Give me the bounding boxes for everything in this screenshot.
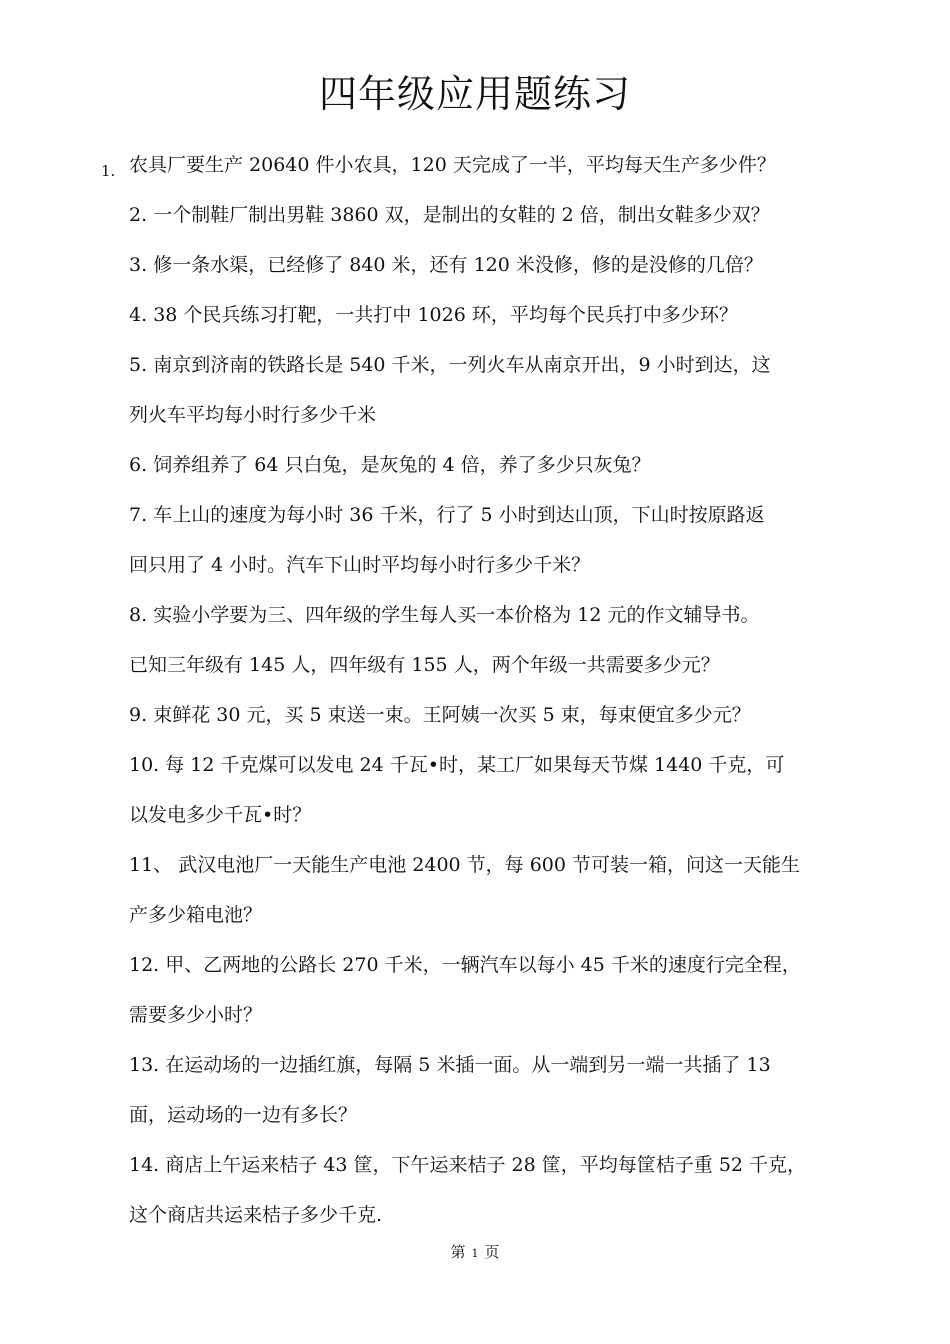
problem-10-line-2	[129, 790, 854, 840]
problem-6-line-1	[129, 440, 854, 490]
problem-text: 每 12 千克煤可以发电 24 千瓦•时，某工厂如果每天节煤 1440 千克，可	[165, 754, 785, 776]
problem-text: 38 个民兵练习打靶，一共打中 1026 环，平均每个民兵打中多少环？	[153, 304, 738, 326]
problem-text: 农具厂要生产 20640 件小农具，120 天完成了一半，平均每天生产多少件？	[129, 154, 776, 176]
page-number: 1	[471, 1247, 479, 1260]
problem-14-line-2	[129, 1190, 854, 1240]
problem-number: 9.	[129, 704, 148, 726]
problem-7-line-1	[129, 490, 854, 540]
problem-text: 车上山的速度为每小时 36 千米，行了 5 小时到达山顶，下山时按原路返	[153, 504, 765, 526]
problem-text: 修一条水渠，已经修了 840 米，还有 120 米没修，修的是没修的几倍？	[153, 254, 763, 276]
footer-prefix: 第	[450, 1243, 466, 1261]
problem-11-line-1	[129, 840, 854, 890]
problem-5-line-1	[129, 340, 854, 390]
problem-number: 2.	[129, 204, 148, 226]
problem-text: 实验小学要为三、四年级的学生每人买一本价格为 12 元的作文辅导书。	[153, 604, 760, 626]
problem-number: 3.	[129, 254, 148, 276]
page-footer	[0, 1240, 950, 1266]
problem-text: 在运动场的一边插红旗，每隔 5 米插一面。从一端到另一端一共插了 13	[165, 1054, 771, 1076]
problem-text: 一个制鞋厂制出男鞋 3860 双，是制出的女鞋的 2 倍，制出女鞋多少双？	[153, 204, 770, 226]
problem-text: 武汉电池厂一天能生产电池 2400 节，每 600 节可装一箱，问这一天能生	[178, 854, 801, 876]
problem-number: 14.	[129, 1154, 160, 1176]
problem-list	[101, 140, 854, 1240]
problem-number: 10.	[129, 754, 160, 776]
problem-12-line-2	[129, 990, 854, 1040]
problem-number: 8.	[129, 604, 148, 626]
problem-text: 这个商店共运来桔子多少千克.	[129, 1204, 383, 1226]
problem-text: 商店上午运来桔子 43 筐，下午运来桔子 28 筐，平均每筐桔子重 52 千克，	[165, 1154, 807, 1176]
problem-number: 4.	[129, 304, 148, 326]
problem-text: 已知三年级有 145 人，四年级有 155 人，两个年级一共需要多少元？	[129, 654, 720, 676]
problem-11-line-2	[129, 890, 854, 940]
problem-number: 1.	[101, 162, 116, 180]
problem-8-line-2	[129, 640, 854, 690]
problem-number: 13.	[129, 1054, 160, 1076]
problem-7-line-2	[129, 540, 854, 590]
problem-number: 12.	[129, 954, 160, 976]
problem-text: 面，运动场的一边有多长？	[129, 1104, 358, 1126]
problem-1-line-1	[101, 140, 854, 190]
problem-text: 饲养组养了 64 只白兔，是灰兔的 4 倍，养了多少只灰兔？	[153, 454, 651, 476]
problem-text: 产多少箱电池？	[129, 904, 263, 926]
problem-4-line-1	[129, 290, 854, 340]
problem-number: 6.	[129, 454, 148, 476]
problem-13-line-1	[129, 1040, 854, 1090]
page-title: 四年级应用题练习	[318, 72, 631, 116]
footer-suffix: 页	[484, 1243, 500, 1261]
problem-number: 11、	[129, 854, 173, 876]
problem-14-line-1	[129, 1140, 854, 1190]
problem-text: 南京到济南的铁路长是 540 千米，一列火车从南京开出，9 小时到达，这	[153, 354, 771, 376]
problem-8-line-1	[129, 590, 854, 640]
problem-text: 束鲜花 30 元，买 5 束送一束。王阿姨一次买 5 束，每束便宜多少元？	[153, 704, 751, 726]
problem-2-line-1	[129, 190, 854, 240]
problem-12-line-1	[129, 940, 854, 990]
problem-10-line-1	[129, 740, 854, 790]
problem-text: 需要多少小时？	[129, 1004, 263, 1026]
problem-3-line-1	[129, 240, 854, 290]
problem-text: 列火车平均每小时行多少千米	[129, 404, 377, 426]
problem-text: 回只用了 4 小时。汽车下山时平均每小时行多少千米？	[129, 554, 591, 576]
problem-13-line-2	[129, 1090, 854, 1140]
problem-9-line-1	[129, 690, 854, 740]
problem-text: 甲、乙两地的公路长 270 千米，一辆汽车以每小 45 千米的速度行完全程，	[165, 954, 801, 976]
problem-text: 以发电多少千瓦•时？	[129, 804, 312, 826]
problem-5-line-2	[129, 390, 854, 440]
problem-number: 5.	[129, 354, 148, 376]
problem-number: 7.	[129, 504, 148, 526]
